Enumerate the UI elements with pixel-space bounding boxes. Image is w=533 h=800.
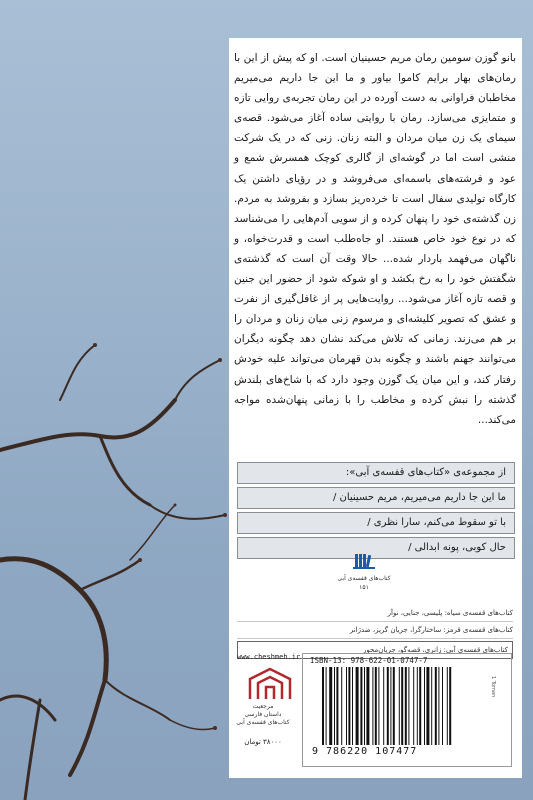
barcode-bar (431, 667, 432, 745)
barcode-bar (393, 667, 395, 745)
barcode-bar (364, 667, 365, 745)
book-price: ۳۸۰۰۰ تومان (244, 738, 282, 746)
barcode-bar (322, 667, 324, 745)
barcode-bar (390, 667, 391, 745)
barcode-bar (329, 667, 332, 745)
isbn-label: ISBN-13: 978-622-01-0747-7 (310, 656, 428, 665)
barcode-bar (419, 667, 421, 745)
barcode-bar (405, 667, 407, 745)
barcode-bar (447, 667, 448, 745)
barcode-bar (366, 667, 369, 745)
barcode-bar (449, 667, 451, 745)
series-book-3: حال کوبی، پونه ابدالی / (237, 537, 515, 559)
publisher-label-2: داستان فارسی (244, 711, 282, 718)
barcode-bar (424, 667, 425, 745)
series-box (237, 462, 515, 562)
publisher-website: www.cheshmeh.ir (237, 653, 301, 661)
barcode-bar (417, 667, 418, 745)
shelf-series-red: کتاب‌های قفسه‌ی قرمز: ساختارگرا، جریان گریز، ضدژانر (237, 622, 513, 639)
series-book-1: ما این جا داریم می‌میریم، مریم حسینیان / (237, 487, 515, 509)
barcode-number: 9 786220 107477 (312, 746, 418, 757)
barcode-bar (438, 667, 439, 745)
publisher-label-1: مرجعیت (252, 703, 274, 710)
shelf-series-blue: کتاب‌های قفسه‌ی آبی: زانری، قصه‌گو، جریان‌محور (237, 641, 513, 659)
barcode-bar (348, 667, 350, 745)
barcode-bar (346, 667, 347, 745)
series-heading: از مجموعه‌ی «کتاب‌های قفسه‌ی آبی»: (237, 462, 515, 484)
series-book-2: با تو سقوط می‌کنم، سارا نظری / (237, 512, 515, 534)
barcode (322, 667, 488, 745)
barcode-bar (378, 667, 379, 745)
barcode-bar (352, 667, 353, 745)
barcode-bar (442, 667, 443, 745)
publisher-logo-icon (244, 665, 296, 703)
barcode-bar (326, 667, 327, 745)
barcode-bar (401, 667, 403, 745)
barcode-bar (426, 667, 429, 745)
shelf-logo-caption: کتاب‌های قفسه‌ی آبی (337, 575, 391, 582)
book-blurb: بانو گوزن سومین رمان مریم حسینیان است. او که پیش از این با رمان‌های بهار برایم کاموا بیاور و ما این جا داریم می‌میریم مخاطبان فراوانی به دست آورده در این رمان تجربه‌ی روایی تازه و متمایزی می‌سازد. رمان با روایتی ساده آغاز می‌شود. قصه‌ی سیمای یک زن میان مردان و البته زنان. زنی که در یک شرکت منشی است اما در گوشه‌ای از گالری کوچک همسرش شمع و عود و فرشته‌های باسمه‌ای می‌فروشد و در رؤیای داشتن یک کارگاه تولیدی سفال است تا خرده‌ریز بسازد و بفروشد به مردم. زن گذشته‌ی خود را پنهان کرده و از سویی آدم‌هایی را می‌شناسد که در نوع خود خاص هستند. او جاه‌طلب است و قدرت‌خواه، و ناگهان می‌فهمد باردار شده... حالا وقت آن است که گذشته‌ی شگفتش خود را به رخ بکشد و او شوکه شود از حضور این جنین و قصه تازه آغاز می‌شود... روایت‌هایی پر از غافل‌گیری از نفرت و عشق که تصویر کلیشه‌ای و مرسوم زنی میان زنان و مردان را بر هم می‌زند. زمانی که تلاش می‌کند نشان دهد چگونه دیگران می‌توانند جهنم باشند و چگونه بدن قهرمان می‌تواند علیه خودش رفتار کند، و این میان یک گوزن وجود دارد که با شاخ‌های بلندش گذشته را نبش کرده و مخاطب را با زمانی پنهان‌شده مواجه می‌کند... (234, 52, 516, 426)
barcode-bar (372, 667, 373, 745)
shelf-logo-number: ۱۵۱ (359, 584, 369, 591)
barcode-bar (334, 667, 335, 745)
publisher-labels (232, 703, 294, 727)
side-code: 1 Toman (490, 676, 496, 698)
shelf-series-black: کتاب‌های قفسه‌ی سیاه: پلیسی، جنایی، نوآر (237, 605, 513, 622)
barcode-bar (387, 667, 389, 745)
barcode-bar (435, 667, 437, 745)
barcode-bar (399, 667, 400, 745)
barcode-bar (341, 667, 342, 745)
barcode-bar (413, 667, 414, 745)
barcode-bar (383, 667, 384, 745)
barcode-bar (360, 667, 362, 745)
bookshelf-icon (352, 552, 376, 570)
barcode-bar (336, 667, 338, 745)
shelf-logo (334, 552, 394, 592)
shelf-series-list (237, 605, 513, 659)
barcode-bar (408, 667, 409, 745)
publisher-label-3: کتاب‌های قفسه‌ی آبی (236, 719, 290, 726)
barcode-bar (375, 667, 377, 745)
barcode-bar (356, 667, 359, 745)
